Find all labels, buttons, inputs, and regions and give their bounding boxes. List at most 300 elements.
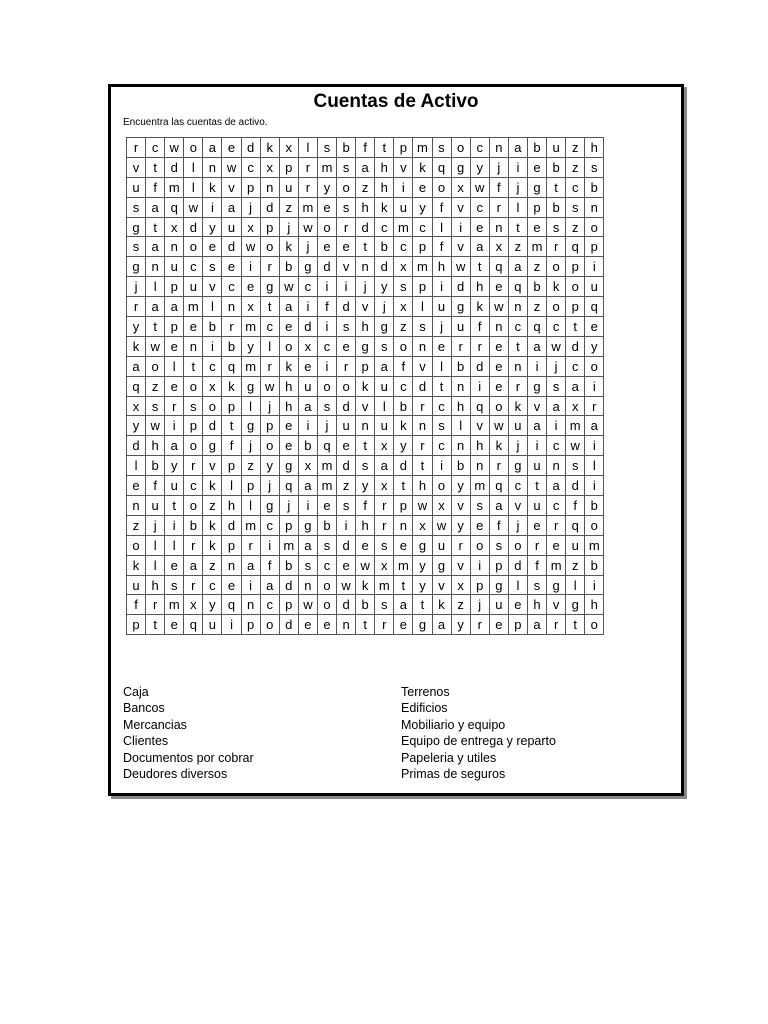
grid-cell: r xyxy=(127,297,146,317)
grid-cell: f xyxy=(146,476,165,496)
grid-cell: h xyxy=(451,396,470,416)
grid-cell: r xyxy=(489,197,508,217)
grid-cell: g xyxy=(298,515,317,535)
grid-cell: c xyxy=(394,237,413,257)
grid-cell: y xyxy=(375,277,394,297)
grid-cell: r xyxy=(298,177,317,197)
word-list-item: Clientes xyxy=(123,734,169,749)
grid-cell: j xyxy=(508,515,527,535)
grid-cell: i xyxy=(585,257,604,277)
grid-cell: y xyxy=(317,177,336,197)
grid-cell: h xyxy=(585,595,604,615)
grid-cell: c xyxy=(184,476,203,496)
grid-cell: h xyxy=(279,376,298,396)
grid-cell: n xyxy=(222,555,241,575)
grid-cell: h xyxy=(146,575,165,595)
grid-cell: e xyxy=(432,336,451,356)
grid-cell: k xyxy=(279,237,298,257)
grid-cell: n xyxy=(146,257,165,277)
grid-cell: w xyxy=(260,376,279,396)
grid-cell: u xyxy=(585,277,604,297)
grid-cell: l xyxy=(146,277,165,297)
grid-cell: o xyxy=(489,396,508,416)
grid-cell: g xyxy=(375,317,394,337)
grid-cell: x xyxy=(394,257,413,277)
grid-cell: l xyxy=(146,535,165,555)
grid-cell: z xyxy=(356,177,375,197)
grid-cell: p xyxy=(165,277,184,297)
grid-cell: p xyxy=(127,615,146,635)
grid-cell: m xyxy=(547,555,566,575)
grid-cell: p xyxy=(470,575,489,595)
grid-cell: m xyxy=(317,476,336,496)
grid-cell: s xyxy=(337,197,356,217)
grid-cell: z xyxy=(279,197,298,217)
grid-cell: e xyxy=(394,535,413,555)
grid-cell: y xyxy=(585,336,604,356)
grid-cell: g xyxy=(260,496,279,516)
grid-cell: b xyxy=(585,555,604,575)
grid-cell: p xyxy=(241,476,260,496)
grid-cell: i xyxy=(585,436,604,456)
grid-cell: c xyxy=(432,396,451,416)
grid-cell: p xyxy=(489,555,508,575)
grid-cell: q xyxy=(279,476,298,496)
grid-cell: u xyxy=(566,535,585,555)
grid-cell: s xyxy=(394,277,413,297)
grid-cell: l xyxy=(165,535,184,555)
grid-cell: w xyxy=(298,217,317,237)
grid-cell: t xyxy=(508,217,527,237)
grid-cell: p xyxy=(260,416,279,436)
grid-cell: v xyxy=(203,277,222,297)
grid-cell: c xyxy=(146,138,165,158)
grid-cell: e xyxy=(317,496,336,516)
grid-cell: x xyxy=(566,396,585,416)
grid-cell: m xyxy=(527,237,546,257)
grid-cell: s xyxy=(413,317,432,337)
grid-cell: s xyxy=(375,535,394,555)
grid-cell: d xyxy=(260,197,279,217)
grid-cell: a xyxy=(260,575,279,595)
grid-cell: u xyxy=(127,177,146,197)
grid-cell: t xyxy=(260,297,279,317)
grid-cell: a xyxy=(508,138,527,158)
grid-cell: s xyxy=(470,496,489,516)
grid-cell: r xyxy=(585,396,604,416)
grid-cell: v xyxy=(356,396,375,416)
grid-cell: u xyxy=(165,476,184,496)
grid-cell: m xyxy=(165,177,184,197)
grid-cell: m xyxy=(298,197,317,217)
grid-cell: a xyxy=(146,297,165,317)
grid-cell: j xyxy=(375,297,394,317)
grid-cell: v xyxy=(508,496,527,516)
grid-cell: r xyxy=(489,456,508,476)
grid-cell: h xyxy=(470,277,489,297)
grid-cell: g xyxy=(413,615,432,635)
grid-cell: i xyxy=(547,416,566,436)
grid-cell: p xyxy=(222,456,241,476)
grid-cell: g xyxy=(451,297,470,317)
grid-cell: w xyxy=(356,555,375,575)
grid-cell: r xyxy=(547,515,566,535)
grid-cell: g xyxy=(260,277,279,297)
grid-cell: v xyxy=(451,496,470,516)
grid-cell: b xyxy=(279,555,298,575)
grid-cell: a xyxy=(527,336,546,356)
grid-cell: e xyxy=(222,575,241,595)
grid-cell: b xyxy=(585,177,604,197)
grid-cell: r xyxy=(146,595,165,615)
grid-cell: p xyxy=(394,138,413,158)
word-list-item: Mobiliario y equipo xyxy=(401,717,506,732)
grid-cell: l xyxy=(241,396,260,416)
grid-cell: k xyxy=(222,376,241,396)
grid-cell: r xyxy=(127,138,146,158)
grid-cell: e xyxy=(165,376,184,396)
grid-row xyxy=(127,396,604,416)
grid-cell: w xyxy=(432,515,451,535)
grid-cell: e xyxy=(317,615,336,635)
grid-cell: l xyxy=(451,416,470,436)
grid-cell: d xyxy=(470,356,489,376)
grid-cell: e xyxy=(222,138,241,158)
grid-cell: o xyxy=(260,615,279,635)
grid-cell: n xyxy=(203,157,222,177)
grid-row xyxy=(127,297,604,317)
grid-cell: g xyxy=(508,456,527,476)
grid-cell: k xyxy=(394,416,413,436)
grid-cell: t xyxy=(146,615,165,635)
grid-cell: i xyxy=(394,177,413,197)
grid-cell: o xyxy=(451,138,470,158)
grid-cell: a xyxy=(489,496,508,516)
grid-cell: u xyxy=(508,416,527,436)
grid-cell: u xyxy=(127,575,146,595)
grid-cell: d xyxy=(337,456,356,476)
grid-cell: o xyxy=(394,336,413,356)
grid-cell: j xyxy=(241,436,260,456)
grid-cell: w xyxy=(241,237,260,257)
grid-cell: t xyxy=(146,317,165,337)
grid-cell: i xyxy=(470,555,489,575)
grid-cell: p xyxy=(279,515,298,535)
grid-cell: s xyxy=(527,575,546,595)
grid-cell: w xyxy=(413,496,432,516)
grid-cell: m xyxy=(317,456,336,476)
grid-cell: x xyxy=(489,237,508,257)
grid-cell: o xyxy=(585,356,604,376)
grid-cell: a xyxy=(432,615,451,635)
grid-cell: b xyxy=(394,396,413,416)
grid-cell: i xyxy=(527,436,546,456)
grid-cell: o xyxy=(279,336,298,356)
grid-cell: z xyxy=(527,297,546,317)
grid-cell: p xyxy=(241,615,260,635)
grid-cell: b xyxy=(451,456,470,476)
grid-cell: f xyxy=(146,177,165,197)
grid-cell: j xyxy=(260,476,279,496)
grid-cell: n xyxy=(241,595,260,615)
grid-cell: r xyxy=(547,237,566,257)
grid-cell: p xyxy=(566,257,585,277)
grid-cell: n xyxy=(222,297,241,317)
word-list-item: Primas de seguros xyxy=(401,767,506,782)
grid-cell: n xyxy=(470,456,489,476)
grid-cell: e xyxy=(165,336,184,356)
grid-cell: t xyxy=(394,476,413,496)
grid-cell: x xyxy=(127,396,146,416)
grid-cell: b xyxy=(203,317,222,337)
grid-cell: e xyxy=(298,356,317,376)
grid-cell: v xyxy=(203,456,222,476)
grid-cell: i xyxy=(165,416,184,436)
grid-cell: a xyxy=(527,615,546,635)
grid-row xyxy=(127,197,604,217)
grid-cell: u xyxy=(184,277,203,297)
grid-cell: u xyxy=(375,376,394,396)
grid-cell: j xyxy=(298,237,317,257)
grid-cell: x xyxy=(451,177,470,197)
grid-cell: a xyxy=(356,157,375,177)
grid-cell: h xyxy=(356,317,375,337)
grid-cell: o xyxy=(337,376,356,396)
grid-cell: c xyxy=(547,496,566,516)
grid-cell: t xyxy=(547,177,566,197)
grid-cell: f xyxy=(260,555,279,575)
grid-cell: u xyxy=(432,297,451,317)
grid-cell: l xyxy=(508,197,527,217)
grid-cell: a xyxy=(222,197,241,217)
grid-row xyxy=(127,535,604,555)
grid-cell: r xyxy=(184,456,203,476)
grid-cell: z xyxy=(508,237,527,257)
grid-cell: p xyxy=(508,615,527,635)
grid-cell: n xyxy=(356,416,375,436)
grid-cell: h xyxy=(356,515,375,535)
grid-cell: q xyxy=(317,436,336,456)
grid-row xyxy=(127,177,604,197)
grid-cell: i xyxy=(317,356,336,376)
grid-cell: n xyxy=(451,376,470,396)
grid-cell: r xyxy=(508,376,527,396)
grid-cell: f xyxy=(127,595,146,615)
grid-cell: z xyxy=(146,376,165,396)
grid-cell: i xyxy=(203,336,222,356)
word-list-item: Edificios xyxy=(401,701,448,716)
grid-cell: a xyxy=(527,416,546,436)
grid-cell: b xyxy=(279,257,298,277)
grid-cell: w xyxy=(566,436,585,456)
grid-row xyxy=(127,456,604,476)
grid-cell: m xyxy=(470,476,489,496)
grid-cell: o xyxy=(184,496,203,516)
grid-cell: p xyxy=(413,277,432,297)
grid-cell: t xyxy=(566,317,585,337)
grid-cell: f xyxy=(222,436,241,456)
grid-cell: o xyxy=(184,138,203,158)
grid-cell: r xyxy=(337,356,356,376)
grid-cell: l xyxy=(184,157,203,177)
grid-cell: r xyxy=(470,615,489,635)
grid-cell: a xyxy=(547,396,566,416)
grid-cell: w xyxy=(146,416,165,436)
grid-cell: w xyxy=(337,575,356,595)
grid-cell: s xyxy=(489,535,508,555)
grid-cell: e xyxy=(489,336,508,356)
grid-cell: v xyxy=(337,257,356,277)
grid-cell: x xyxy=(451,575,470,595)
grid-cell: b xyxy=(146,456,165,476)
grid-cell: c xyxy=(413,217,432,237)
grid-cell: r xyxy=(298,157,317,177)
grid-cell: p xyxy=(222,535,241,555)
grid-cell: r xyxy=(165,396,184,416)
grid-cell: x xyxy=(432,496,451,516)
grid-cell: v xyxy=(451,197,470,217)
grid-cell: o xyxy=(260,436,279,456)
grid-cell: z xyxy=(394,317,413,337)
grid-cell: c xyxy=(547,317,566,337)
grid-cell: r xyxy=(184,535,203,555)
grid-cell: i xyxy=(298,297,317,317)
grid-cell: w xyxy=(489,416,508,436)
grid-cell: d xyxy=(184,217,203,237)
grid-cell: y xyxy=(356,476,375,496)
grid-cell: l xyxy=(241,496,260,516)
grid-cell: a xyxy=(241,555,260,575)
grid-cell: o xyxy=(317,217,336,237)
grid-cell: o xyxy=(127,535,146,555)
grid-cell: e xyxy=(279,416,298,436)
grid-cell: f xyxy=(489,177,508,197)
grid-cell: l xyxy=(585,456,604,476)
grid-cell: e xyxy=(222,257,241,277)
grid-cell: q xyxy=(127,376,146,396)
grid-row xyxy=(127,157,604,177)
grid-cell: d xyxy=(337,595,356,615)
grid-cell: a xyxy=(298,535,317,555)
grid-cell: g xyxy=(356,336,375,356)
grid-cell: n xyxy=(260,177,279,197)
grid-cell: u xyxy=(547,138,566,158)
grid-cell: c xyxy=(317,336,336,356)
grid-cell: o xyxy=(585,615,604,635)
grid-cell: o xyxy=(470,535,489,555)
grid-cell: s xyxy=(165,575,184,595)
grid-cell: k xyxy=(260,138,279,158)
grid-cell: e xyxy=(184,317,203,337)
grid-cell: a xyxy=(165,297,184,317)
grid-cell: v xyxy=(451,555,470,575)
grid-cell: y xyxy=(413,575,432,595)
grid-cell: u xyxy=(432,535,451,555)
grid-cell: o xyxy=(547,257,566,277)
grid-cell: l xyxy=(165,356,184,376)
grid-cell: n xyxy=(489,217,508,237)
grid-cell: a xyxy=(585,416,604,436)
grid-cell: k xyxy=(489,436,508,456)
grid-cell: m xyxy=(585,535,604,555)
grid-cell: u xyxy=(298,376,317,396)
grid-cell: m xyxy=(394,217,413,237)
grid-cell: y xyxy=(451,515,470,535)
grid-cell: r xyxy=(413,436,432,456)
grid-cell: e xyxy=(547,535,566,555)
grid-cell: o xyxy=(585,217,604,237)
grid-cell: c xyxy=(260,515,279,535)
grid-cell: l xyxy=(375,396,394,416)
grid-cell: t xyxy=(527,476,546,496)
grid-cell: l xyxy=(432,217,451,237)
grid-cell: c xyxy=(508,317,527,337)
grid-cell: y xyxy=(451,615,470,635)
grid-cell: r xyxy=(222,317,241,337)
grid-cell: s xyxy=(337,496,356,516)
grid-cell: j xyxy=(470,595,489,615)
grid-cell: l xyxy=(413,297,432,317)
grid-cell: t xyxy=(375,138,394,158)
grid-cell: c xyxy=(222,277,241,297)
grid-row xyxy=(127,555,604,575)
grid-cell: o xyxy=(566,277,585,297)
grid-cell: u xyxy=(527,496,546,516)
grid-cell: x xyxy=(298,456,317,476)
grid-cell: k xyxy=(203,515,222,535)
grid-cell: q xyxy=(566,237,585,257)
grid-cell: e xyxy=(165,555,184,575)
grid-cell: r xyxy=(413,396,432,416)
grid-cell: u xyxy=(165,257,184,277)
grid-cell: o xyxy=(184,436,203,456)
grid-cell: r xyxy=(375,515,394,535)
grid-cell: b xyxy=(547,157,566,177)
grid-cell: h xyxy=(432,257,451,277)
grid-cell: n xyxy=(337,615,356,635)
grid-cell: t xyxy=(356,436,375,456)
grid-cell: p xyxy=(279,595,298,615)
grid-cell: b xyxy=(375,237,394,257)
grid-cell: r xyxy=(184,575,203,595)
grid-cell: a xyxy=(165,436,184,456)
grid-cell: r xyxy=(547,615,566,635)
grid-cell: u xyxy=(146,496,165,516)
grid-cell: v xyxy=(451,237,470,257)
grid-cell: g xyxy=(241,416,260,436)
grid-cell: o xyxy=(184,376,203,396)
grid-cell: l xyxy=(566,575,585,595)
grid-cell: j xyxy=(241,197,260,217)
grid-cell: g xyxy=(279,456,298,476)
grid-cell: d xyxy=(203,416,222,436)
grid-cell: p xyxy=(566,297,585,317)
grid-cell: e xyxy=(470,515,489,535)
grid-cell: s xyxy=(146,396,165,416)
grid-cell: d xyxy=(317,257,336,277)
grid-cell: s xyxy=(356,456,375,476)
grid-cell: r xyxy=(241,535,260,555)
grid-cell: o xyxy=(547,297,566,317)
grid-cell: l xyxy=(222,476,241,496)
grid-cell: g xyxy=(451,157,470,177)
grid-cell: o xyxy=(585,515,604,535)
grid-cell: b xyxy=(547,197,566,217)
grid-cell: k xyxy=(203,476,222,496)
grid-cell: i xyxy=(585,476,604,496)
grid-cell: d xyxy=(337,535,356,555)
grid-cell: e xyxy=(279,317,298,337)
